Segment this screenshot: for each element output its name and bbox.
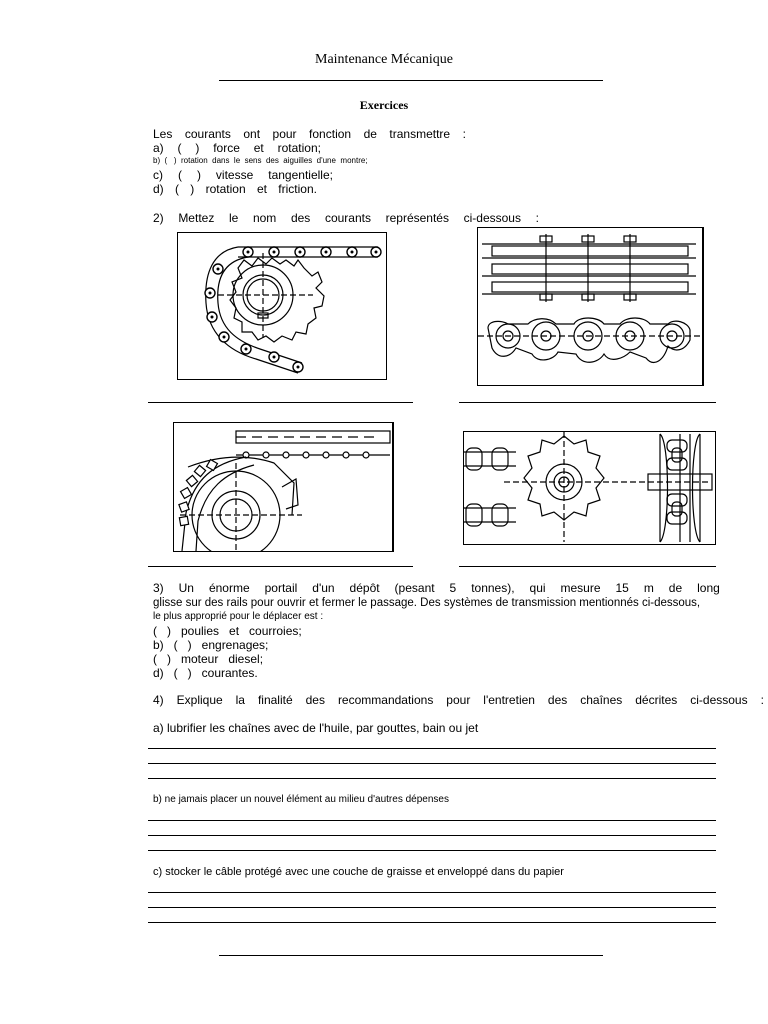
chain-link-plan-and-side-figure <box>477 227 704 386</box>
silent-chain-sprocket-figure <box>173 422 394 552</box>
q4-a-answer-line-3[interactable] <box>148 778 716 779</box>
q4-c-answer-line-2[interactable] <box>148 907 716 908</box>
answer-line-figure-2[interactable] <box>459 402 716 403</box>
answer-line-figure-3[interactable] <box>148 566 413 567</box>
header-rule <box>219 80 603 81</box>
q4-c-answer-line-1[interactable] <box>148 892 716 893</box>
q3-option-a: ( ) poulies et courroies; <box>153 624 302 638</box>
q3-prompt-line-1: 3) Un énorme portail d'un dépôt (pesant 5 tonnes), qui mesure 15 m de long <box>153 581 720 595</box>
q3-option-b: b) ( ) engrenages; <box>153 638 269 652</box>
q4-c-answer-line-3[interactable] <box>148 922 716 923</box>
q4-a-answer-line-2[interactable] <box>148 763 716 764</box>
q3-prompt-line-2: glisse sur des rails pour ouvrir et fermer le passage. Des systèmes de transmission mentionnés ci-dessous, <box>153 597 701 609</box>
exercises-title: Exercices <box>359 98 409 112</box>
q4-item-b: b) ne jamais placer un nouvel élément au milieu d'autres dépenses <box>153 794 449 805</box>
page-header-title: Maintenance Mécanique <box>315 52 453 67</box>
q4-b-answer-line-1[interactable] <box>148 820 716 821</box>
q1-option-b: b) ( ) rotation dans le sens des aiguilles d'une montre; <box>153 156 368 165</box>
link-chain-pocket-wheel-figure <box>463 431 716 545</box>
q4-item-a: a) lubrifier les chaînes avec de l'huile, par gouttes, bain ou jet <box>153 721 479 735</box>
answer-line-figure-1[interactable] <box>148 402 413 403</box>
q3-option-d: d) ( ) courantes. <box>153 666 258 680</box>
answer-line-figure-4[interactable] <box>459 566 716 567</box>
q4-a-answer-line-1[interactable] <box>148 748 716 749</box>
q3-option-c: ( ) moteur diesel; <box>153 652 264 666</box>
q4-item-c: c) stocker le câble protégé avec une couche de graisse et enveloppé dans du papier <box>153 866 564 878</box>
q4-prompt: 4) Explique la finalité des recommandations pour l'entretien des chaînes décrites ci-dessous : <box>153 693 764 707</box>
q4-b-answer-line-2[interactable] <box>148 835 716 836</box>
q1-option-a: a) ( ) force et rotation; <box>153 141 321 155</box>
q1-prompt: Les courants ont pour fonction de transmettre : <box>153 127 466 141</box>
q4-b-answer-line-3[interactable] <box>148 850 716 851</box>
q1-option-d: d) ( ) rotation et friction. <box>153 182 317 196</box>
footer-rule <box>219 955 603 956</box>
roller-chain-sprocket-figure <box>177 232 387 380</box>
q1-option-c: c) ( ) vitesse tangentielle; <box>153 168 333 182</box>
q3-prompt-line-3: le plus approprié pour le déplacer est : <box>153 611 324 622</box>
q2-prompt: 2) Mettez le nom des courants représentés ci-dessous : <box>153 211 539 225</box>
